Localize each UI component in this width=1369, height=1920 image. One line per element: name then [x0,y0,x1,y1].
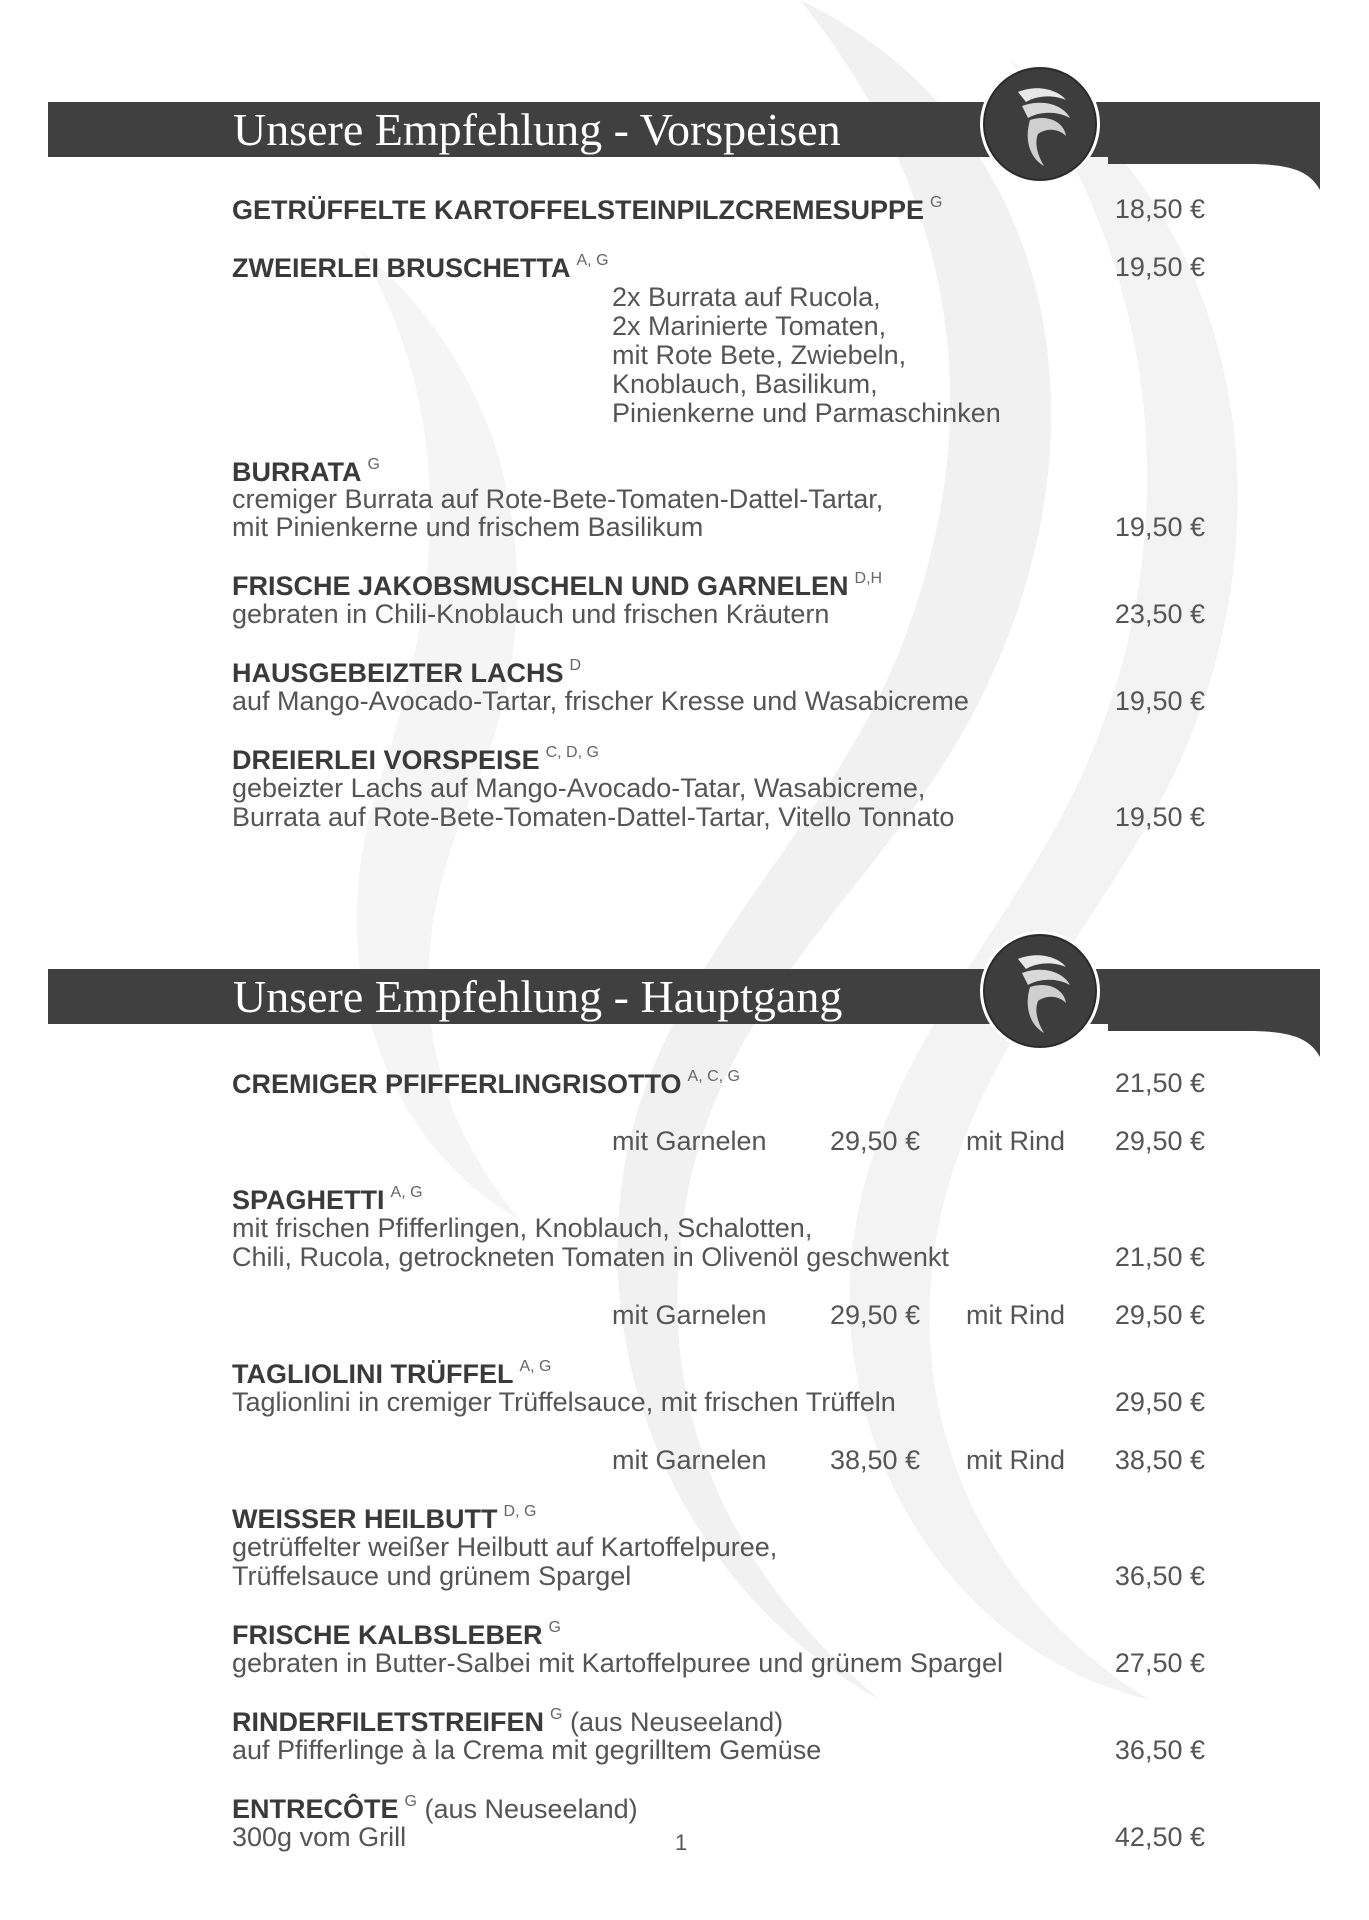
menu-item-description: 300g vom Grill [232,1822,407,1852]
menu-item-name: SPAGHETTI $^{A, G}$ [232,1184,423,1215]
allergen-codes: C, D, G [545,744,599,761]
menu-item-name: ZWEIERLEI BRUSCHETTA $^{A, G}$ [232,252,609,283]
menu-item-name: HAUSGEBEIZTER LACHS $^D$ [232,657,582,688]
page-number: 1 [675,1830,688,1855]
option-label: mit Garnelen [612,1445,767,1475]
menu-item-description: mit frischen Pfifferlingen, Knoblauch, Schalotten, [232,1213,813,1243]
menu-item-description: Chili, Rucola, getrockneten Tomaten in Olivenöl geschwenkt [232,1242,949,1272]
menu-item-detail: 2x Marinierte Tomaten, [612,311,887,341]
menu-item-price: 21,50 € [1114,1068,1205,1098]
menu-item-price: 21,50 € [1114,1242,1205,1272]
menu-item-description: gebraten in Butter-Salbei mit Kartoffelpuree und grünem Spargel [232,1648,1003,1678]
allergen-codes: G [404,1793,417,1810]
menu-item-name: DREIERLEI VORSPEISE $^{C, D, G}$ [232,744,599,775]
menu-item-name: BURRATA $^G$ [232,456,380,487]
menu-item-name: CREMIGER PFIFFERLINGRISOTTO $^{A, C, G}$ [232,1068,740,1099]
menu-item-price: 18,50 € [1114,194,1205,224]
option-label: mit Garnelen [612,1300,767,1330]
allergen-codes: D, G [503,1503,537,1520]
menu-item-description: gebraten in Chili-Knoblauch und frischen Kräutern [232,599,830,629]
menu-item-name: TAGLIOLINI TRÜFFEL $^{A, G}$ [232,1358,552,1389]
menu-item-description: mit Pinienkerne und frischem Basilikum [232,512,704,542]
menu-item-description: gebeizter Lachs auf Mango-Avocado-Tatar, Wasabicreme, [232,773,926,803]
option-label: mit Garnelen [612,1126,767,1156]
menu-item-name: RINDERFILETSTREIFEN $^G$ (aus Neuseeland) [232,1706,784,1737]
menu-item-price: 19,50 € [1114,252,1205,282]
option-label: mit Rind [966,1445,1066,1475]
menu-item-description: auf Mango-Avocado-Tartar, frischer Kresse und Wasabicreme [232,686,969,716]
menu-item-name: FRISCHE KALBSLEBER $^G$ [232,1619,561,1650]
allergen-codes: G [930,194,943,211]
menu-item-name: GETRÜFFELTE KARTOFFELSTEINPILZCREMESUPPE $^G$ [232,194,943,225]
menu-item-description: Taglionlini in cremiger Trüffelsauce, mit frischen Trüffeln [232,1387,896,1417]
menu-item-price: 36,50 € [1114,1561,1205,1591]
menu-item-price: 19,50 € [1114,512,1205,542]
menu-item-price: 19,50 € [1114,802,1205,832]
menu-item-price: 27,50 € [1114,1648,1205,1678]
menu-item-price: 36,50 € [1114,1735,1205,1765]
option-price: 29,50 € [1114,1300,1205,1330]
option-label: mit Rind [966,1300,1066,1330]
origin-note: (aus Neuseeland) [569,1707,784,1737]
allergen-codes: G [550,1706,563,1723]
allergen-codes: D [569,657,582,674]
menu-item-price: 19,50 € [1114,686,1205,716]
menu-item-name: ENTRECÔTE $^G$ (aus Neuseeland) [232,1793,638,1824]
allergen-codes: A, G [519,1358,552,1375]
menu-item-detail: Knoblauch, Basilikum, [612,369,878,399]
menu-item-detail: 2x Burrata auf Rucola, [612,282,881,312]
menu-item-price: 42,50 € [1114,1822,1205,1852]
allergen-codes: A, G [390,1184,423,1201]
allergen-codes: G [367,456,380,473]
option-price: 38,50 € [1114,1445,1205,1475]
menu-item-description: getrüffelter weißer Heilbutt auf Kartoffelpuree, [232,1532,778,1562]
menu-item-name: FRISCHE JAKOBSMUSCHELN UND GARNELEN $^{D,H}$ [232,570,883,601]
menu-item-description: cremiger Burrata auf Rote-Bete-Tomaten-Dattel-Tartar, [232,484,884,514]
menu-item-detail: mit Rote Bete, Zwiebeln, [612,340,907,370]
option-price: 29,50 € [830,1300,921,1330]
menu-item-price: 23,50 € [1114,599,1205,629]
allergen-codes: A, C, G [687,1068,740,1085]
origin-note: (aus Neuseeland) [424,1794,638,1824]
section-title: Unsere Empfehlung - Hauptgang [233,971,843,1022]
option-price: 29,50 € [830,1126,921,1156]
option-price: 38,50 € [830,1445,921,1475]
menu-item-detail: Pinienkerne und Parmaschinken [612,398,1001,428]
option-price: 29,50 € [1114,1126,1205,1156]
menu-item-name: WEISSER HEILBUTT $^{D, G}$ [232,1503,537,1534]
menu-item-description: Burrata auf Rote-Bete-Tomaten-Dattel-Tartar, Vitello Tonnato [232,802,955,832]
menu-item-description: Trüffelsauce und grünem Spargel [232,1561,632,1591]
menu-item-price: 29,50 € [1114,1387,1205,1417]
allergen-codes: G [548,1619,561,1636]
option-label: mit Rind [966,1126,1066,1156]
menu-item-description: auf Pfifferlinge à la Crema mit gegrilltem Gemüse [232,1735,822,1765]
section-title: Unsere Empfehlung - Vorspeisen [233,104,841,155]
allergen-codes: A, G [576,252,609,269]
allergen-codes: D,H [854,570,883,587]
